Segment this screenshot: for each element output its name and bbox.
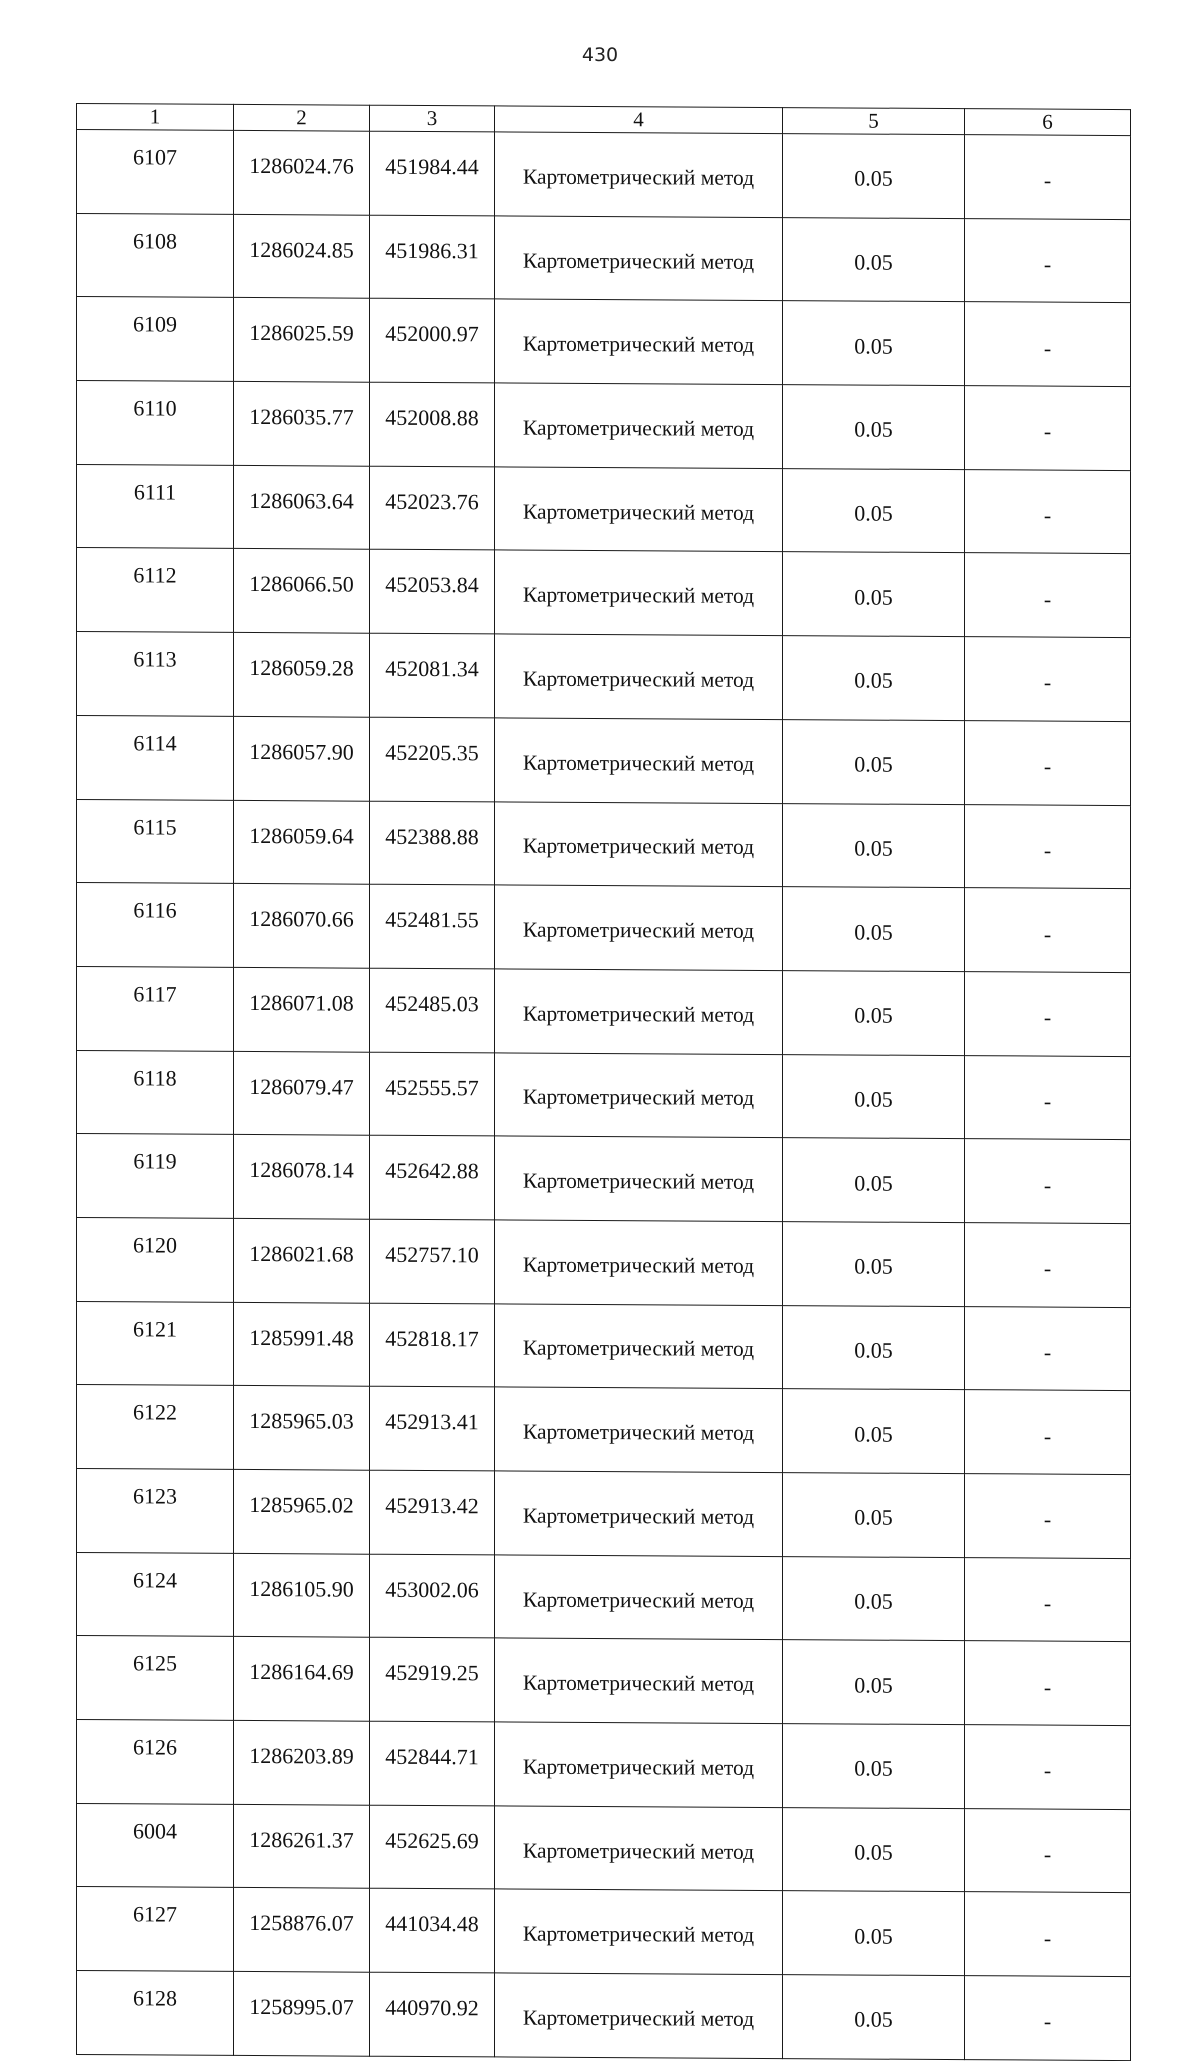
accuracy-cell: 0.05 [783,1556,965,1641]
table-row [77,1803,1131,1893]
point-number-cell: 6112 [77,548,234,633]
point-number-cell: 6124 [77,1552,234,1637]
method-cell: Картометрический метод [495,132,783,217]
point-number-cell: 6107 [77,130,234,215]
y-coordinate-cell: 452053.84 [370,550,495,634]
point-number-cell: 6113 [77,632,234,717]
table-row [77,1301,1131,1391]
point-number-cell: 6110 [77,381,234,466]
y-coordinate-cell: 452757.10 [370,1219,495,1303]
method-cell: Картометрический метод [495,718,783,803]
accuracy-cell: 0.05 [783,803,965,888]
table-row [77,381,1131,471]
accuracy-cell: 0.05 [783,468,965,553]
page-number: 430 [581,44,619,66]
method-cell: Картометрический метод [495,634,783,719]
point-number-cell: 6122 [77,1385,234,1470]
note-cell: - [965,302,1131,387]
table-row [77,130,1131,220]
table-row [77,1469,1131,1559]
method-cell: Картометрический метод [495,1387,783,1472]
x-coordinate-cell: 1286059.64 [234,800,370,884]
table-row [77,1720,1131,1810]
method-cell: Картометрический метод [495,885,783,970]
y-coordinate-cell: 452023.76 [370,466,495,550]
point-number-cell: 6109 [77,297,234,382]
x-coordinate-cell: 1286025.59 [234,298,370,382]
accuracy-cell: 0.05 [783,1975,965,2060]
x-coordinate-cell: 1286261.37 [234,1804,370,1888]
method-cell: Картометрический метод [495,550,783,635]
x-coordinate-cell: 1258876.07 [234,1888,370,1972]
table-row [77,715,1131,805]
table-row [77,1385,1131,1475]
point-number-cell: 6126 [77,1720,234,1805]
method-cell: Картометрический метод [495,1471,783,1556]
note-cell: - [965,386,1131,471]
note-cell: - [965,1055,1131,1140]
column-header: 4 [495,106,783,134]
x-coordinate-cell: 1286105.90 [234,1553,370,1637]
table-row [77,297,1131,387]
column-header: 3 [370,105,495,132]
table-row [77,464,1131,554]
table-body [77,130,1131,2061]
point-number-cell: 6123 [77,1469,234,1554]
y-coordinate-cell: 452919.25 [370,1638,495,1722]
x-coordinate-cell: 1286063.64 [234,465,370,549]
table-row [77,1636,1131,1726]
note-cell: - [965,553,1131,638]
note-cell: - [965,1390,1131,1475]
point-number-cell: 6120 [77,1217,234,1302]
note-cell: - [965,218,1131,303]
x-coordinate-cell: 1286078.14 [234,1135,370,1219]
x-coordinate-cell: 1286071.08 [234,967,370,1051]
column-header: 6 [965,109,1131,136]
accuracy-cell: 0.05 [783,1724,965,1809]
note-cell: - [965,1976,1131,2061]
y-coordinate-cell: 441034.48 [370,1889,495,1973]
y-coordinate-cell: 452000.97 [370,299,495,383]
y-coordinate-cell: 440970.92 [370,1972,495,2056]
method-cell: Картометрический метод [495,216,783,301]
y-coordinate-cell: 452205.35 [370,717,495,801]
x-coordinate-cell: 1286057.90 [234,716,370,800]
method-cell: Картометрический метод [495,1555,783,1640]
method-cell: Картометрический метод [495,801,783,886]
accuracy-cell: 0.05 [783,1807,965,1892]
x-coordinate-cell: 1286079.47 [234,1051,370,1135]
point-number-cell: 6125 [77,1636,234,1721]
accuracy-cell: 0.05 [783,1305,965,1390]
method-cell: Картометрический метод [495,969,783,1054]
table-row [77,632,1131,722]
point-number-cell: 6108 [77,213,234,298]
table-row [77,799,1131,889]
note-cell: - [965,1223,1131,1308]
point-number-cell: 6114 [77,715,234,800]
method-cell: Картометрический метод [495,467,783,552]
y-coordinate-cell: 452844.71 [370,1721,495,1805]
accuracy-cell: 0.05 [783,301,965,386]
table-row [77,1887,1131,1977]
y-coordinate-cell: 452642.88 [370,1135,495,1219]
note-cell: - [965,469,1131,554]
point-number-cell: 6118 [77,1050,234,1135]
y-coordinate-cell: 452818.17 [370,1303,495,1387]
note-cell: - [965,1139,1131,1224]
y-coordinate-cell: 452008.88 [370,382,495,466]
point-number-cell: 6127 [77,1887,234,1972]
accuracy-cell: 0.05 [783,1138,965,1223]
accuracy-cell: 0.05 [783,719,965,804]
note-cell: - [965,971,1131,1056]
column-header: 5 [783,108,965,135]
note-cell: - [965,1474,1131,1559]
y-coordinate-cell: 452913.41 [370,1387,495,1471]
accuracy-cell: 0.05 [783,1640,965,1725]
x-coordinate-cell: 1258995.07 [234,1972,370,2056]
method-cell: Картометрический метод [495,1304,783,1389]
y-coordinate-cell: 452913.42 [370,1470,495,1554]
accuracy-cell: 0.05 [783,552,965,637]
x-coordinate-cell: 1286164.69 [234,1637,370,1721]
method-cell: Картометрический метод [495,1806,783,1891]
accuracy-cell: 0.05 [783,1891,965,1976]
x-coordinate-cell: 1286021.68 [234,1218,370,1302]
method-cell: Картометрический метод [495,1220,783,1305]
point-number-cell: 6116 [77,883,234,968]
note-cell: - [965,637,1131,722]
point-number-cell: 6117 [77,966,234,1051]
method-cell: Картометрический метод [495,1722,783,1807]
x-coordinate-cell: 1286024.76 [234,130,370,214]
table-row [77,548,1131,638]
point-number-cell: 6115 [77,799,234,884]
y-coordinate-cell: 452625.69 [370,1805,495,1889]
accuracy-cell: 0.05 [783,1473,965,1558]
table-row [77,1971,1131,2061]
x-coordinate-cell: 1286024.85 [234,214,370,298]
point-number-cell: 6111 [77,464,234,549]
table-row [77,1217,1131,1307]
accuracy-cell: 0.05 [783,134,965,219]
accuracy-cell: 0.05 [783,1222,965,1307]
note-cell: - [965,888,1131,973]
table-row [77,1552,1131,1642]
note-cell: - [965,1641,1131,1726]
method-cell: Картометрический метод [495,383,783,468]
y-coordinate-cell: 451984.44 [370,131,495,215]
method-cell: Картометрический метод [495,1136,783,1221]
method-cell: Картометрический метод [495,1889,783,1974]
y-coordinate-cell: 451986.31 [370,215,495,299]
table-row [77,1134,1131,1224]
x-coordinate-cell: 1286059.28 [234,633,370,717]
note-cell: - [965,804,1131,889]
y-coordinate-cell: 452388.88 [370,801,495,885]
y-coordinate-cell: 452481.55 [370,884,495,968]
point-number-cell: 6121 [77,1301,234,1386]
y-coordinate-cell: 452555.57 [370,1052,495,1136]
column-header: 2 [234,104,370,131]
x-coordinate-cell: 1285991.48 [234,1302,370,1386]
accuracy-cell: 0.05 [783,217,965,302]
method-cell: Картометрический метод [495,1052,783,1137]
x-coordinate-cell: 1285965.02 [234,1469,370,1553]
method-cell: Картометрический метод [495,1638,783,1723]
column-header: 1 [77,104,234,131]
point-number-cell: 6119 [77,1134,234,1219]
note-cell: - [965,1725,1131,1810]
table-row [77,883,1131,973]
method-cell: Картометрический метод [495,299,783,384]
point-number-cell: 6128 [77,1971,234,2056]
method-cell: Картометрический метод [495,1973,783,2058]
note-cell: - [965,1557,1131,1642]
table-row [77,966,1131,1056]
x-coordinate-cell: 1286070.66 [234,884,370,968]
note-cell: - [965,1808,1131,1893]
x-coordinate-cell: 1285965.03 [234,1386,370,1470]
accuracy-cell: 0.05 [783,970,965,1055]
note-cell: - [965,720,1131,805]
y-coordinate-cell: 452081.34 [370,633,495,717]
table-row [77,213,1131,303]
accuracy-cell: 0.05 [783,887,965,972]
accuracy-cell: 0.05 [783,385,965,470]
x-coordinate-cell: 1286035.77 [234,381,370,465]
coordinates-table [76,103,1131,2061]
table-row [77,1050,1131,1140]
point-number-cell: 6004 [77,1803,234,1888]
accuracy-cell: 0.05 [783,636,965,721]
x-coordinate-cell: 1286203.89 [234,1720,370,1804]
accuracy-cell: 0.05 [783,1389,965,1474]
y-coordinate-cell: 452485.03 [370,968,495,1052]
x-coordinate-cell: 1286066.50 [234,549,370,633]
note-cell: - [965,135,1131,220]
y-coordinate-cell: 453002.06 [370,1554,495,1638]
note-cell: - [965,1892,1131,1977]
note-cell: - [965,1306,1131,1391]
accuracy-cell: 0.05 [783,1054,965,1139]
